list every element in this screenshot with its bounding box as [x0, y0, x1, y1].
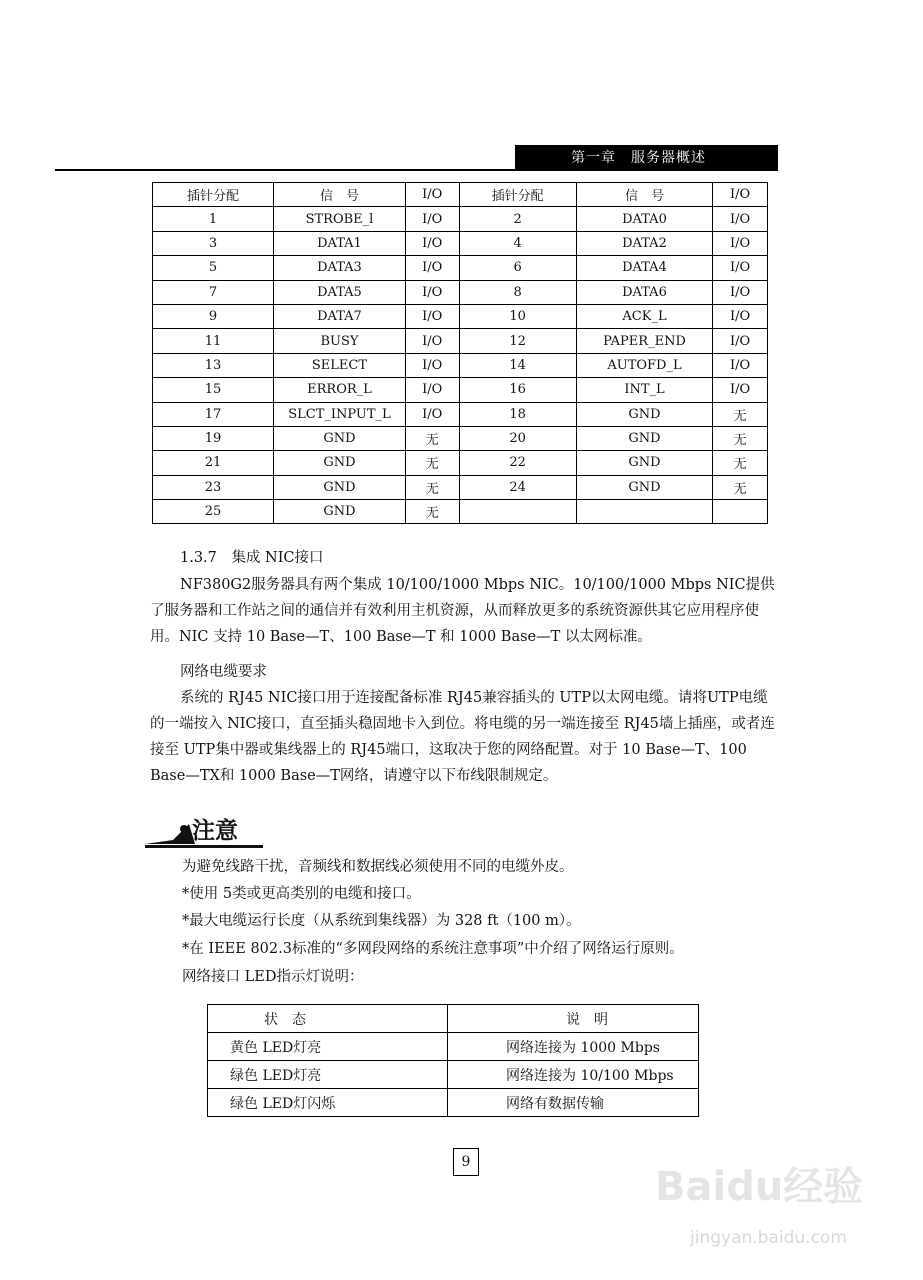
table-cell: STROBE_l [274, 207, 406, 231]
table-cell: GND [576, 451, 713, 475]
table-cell: 黄色 LED灯亮 [208, 1033, 448, 1061]
table-cell: I/O [713, 378, 768, 402]
table-cell: SELECT [274, 353, 406, 377]
table-row [153, 451, 768, 475]
table-cell: ERROR_L [274, 378, 406, 402]
table-cell: 12 [459, 329, 576, 353]
table-cell: 20 [459, 426, 576, 450]
table-cell: GND [576, 475, 713, 499]
table-cell: 网络连接为 1000 Mbps [448, 1033, 699, 1061]
table-cell: 7 [153, 280, 274, 304]
table-row [153, 256, 768, 280]
table-cell: 25 [153, 500, 274, 524]
table-cell: 无 [405, 475, 459, 499]
table-cell: DATA0 [576, 207, 713, 231]
table-cell: BUSY [274, 329, 406, 353]
table-cell: 17 [153, 402, 274, 426]
table-cell: 23 [153, 475, 274, 499]
table-cell: GND [274, 500, 406, 524]
table-cell: 无 [713, 426, 768, 450]
table-cell: I/O [713, 304, 768, 328]
table-cell: I/O [713, 207, 768, 231]
table-row [208, 1061, 699, 1089]
table-cell: 19 [153, 426, 274, 450]
table-cell: 21 [153, 451, 274, 475]
table-row [153, 231, 768, 255]
table-cell: 9 [153, 304, 274, 328]
note-title: 注意 [192, 818, 238, 844]
table-cell: 24 [459, 475, 576, 499]
table-cell: DATA1 [274, 231, 406, 255]
table-cell: I/O [405, 280, 459, 304]
table-cell: I/O [405, 304, 459, 328]
table-cell [459, 500, 576, 524]
column-header: 说 明 [448, 1005, 699, 1033]
note-line: *使用 5类或更高类别的电缆和接口。 [182, 886, 421, 902]
column-header: I/O [713, 183, 768, 207]
table-cell: 2 [459, 207, 576, 231]
table-row [208, 1033, 699, 1061]
table-cell: I/O [405, 402, 459, 426]
table-cell [576, 500, 713, 524]
table-cell: 网络有数据传输 [448, 1089, 699, 1117]
table-cell: GND [274, 451, 406, 475]
table-cell: 无 [405, 500, 459, 524]
table-row [153, 207, 768, 231]
note-line: 为避免线路干扰，音频线和数据线必须使用不同的电缆外皮。 [182, 859, 574, 875]
paragraph-cable: 系统的 RJ45 NIC接口用于连接配备标准 RJ45兼容插头的 UTP以太网电缆。请将UTP电缆的一端按入 NIC接口，直至插头稳固地卡入到位。将电缆的另一端连接至 RJ45墙上插座，或者连接至 UTP集中器或集线器上的 RJ45端口，这取决于您的网络配置。对于 10 Base—T、100 Base—TX和 1000 Base—T网络，请遵守以下布线限制规定。 [150, 690, 775, 784]
table-row [153, 378, 768, 402]
column-header: 状 态 [208, 1005, 448, 1033]
note-line: *在 IEEE 802.3标准的“多网段网络的系统注意事项”中介绍了网络运行原则。 [182, 941, 684, 957]
table-cell: ACK_L [576, 304, 713, 328]
table-cell: I/O [405, 378, 459, 402]
table-cell: DATA2 [576, 231, 713, 255]
subheading-cable-requirements: 网络电缆要求 [180, 664, 267, 680]
table-cell: GND [274, 426, 406, 450]
table-cell: 绿色 LED灯亮 [208, 1061, 448, 1089]
table-cell: I/O [405, 353, 459, 377]
watermark-url: jingyan.baidu.com [690, 1228, 847, 1248]
table-row [153, 475, 768, 499]
table-cell: 13 [153, 353, 274, 377]
column-header: 信 号 [576, 183, 713, 207]
table-cell: I/O [713, 353, 768, 377]
table-cell: 14 [459, 353, 576, 377]
note-line: *最大电缆运行长度（从系统到集线器）为 328 ft（100 m）。 [182, 913, 581, 929]
table-cell: 无 [405, 451, 459, 475]
table-cell: I/O [405, 329, 459, 353]
table-cell: 网络连接为 10/100 Mbps [448, 1061, 699, 1089]
page-number: 9 [453, 1148, 479, 1176]
table-cell: 无 [713, 475, 768, 499]
table-cell: 无 [713, 402, 768, 426]
table-cell: I/O [405, 231, 459, 255]
column-header: 信 号 [274, 183, 406, 207]
table-cell: 无 [405, 426, 459, 450]
table-cell: 16 [459, 378, 576, 402]
table-cell: AUTOFD_L [576, 353, 713, 377]
column-header: 插针分配 [459, 183, 576, 207]
table-cell: DATA3 [274, 256, 406, 280]
led-indicator-table [207, 1004, 699, 1117]
table-row [153, 402, 768, 426]
paragraph-nic-intro: NF380G2服务器具有两个集成 10/100/1000 Mbps NIC。10/100/1000 Mbps NIC提供了服务器和工作站之间的通信并有效利用主机资源，从而释放更多的系统资源供其它应用程序使用。NIC 支持 10 Base—T、100 Base—T 和 1000 Base—T 以太网标准。 [150, 577, 775, 645]
table-cell: 22 [459, 451, 576, 475]
table-row [153, 500, 768, 524]
table-row [153, 353, 768, 377]
table-cell: 6 [459, 256, 576, 280]
table-cell: INT_L [576, 378, 713, 402]
table-cell: 5 [153, 256, 274, 280]
column-header: 插针分配 [153, 183, 274, 207]
table-row [153, 304, 768, 328]
table-cell: I/O [713, 231, 768, 255]
table-cell [713, 500, 768, 524]
table-cell: GND [576, 426, 713, 450]
table-cell: 无 [713, 451, 768, 475]
table-cell: I/O [405, 207, 459, 231]
table-cell: DATA5 [274, 280, 406, 304]
table-cell: 1 [153, 207, 274, 231]
table-row [153, 280, 768, 304]
table-cell: 18 [459, 402, 576, 426]
pin-assignment-table [152, 182, 768, 524]
note-line: 网络接口 LED指示灯说明： [182, 969, 364, 985]
table-cell: GND [576, 402, 713, 426]
table-cell: SLCT_INPUT_L [274, 402, 406, 426]
table-row [153, 426, 768, 450]
table-cell: 10 [459, 304, 576, 328]
table-cell: 4 [459, 231, 576, 255]
table-cell: 8 [459, 280, 576, 304]
table-cell: 绿色 LED灯闪烁 [208, 1089, 448, 1117]
table-cell: PAPER_END [576, 329, 713, 353]
table-cell: DATA4 [576, 256, 713, 280]
table-row [153, 329, 768, 353]
table-cell: 3 [153, 231, 274, 255]
watermark-logo: Baidu经验 [655, 1164, 864, 1210]
table-cell: I/O [713, 256, 768, 280]
table-cell: GND [274, 475, 406, 499]
column-header: I/O [405, 183, 459, 207]
table-cell: 15 [153, 378, 274, 402]
table-row [208, 1089, 699, 1117]
table-cell: I/O [405, 256, 459, 280]
table-cell: 11 [153, 329, 274, 353]
chapter-header: 第一章 服务器概述 [515, 145, 778, 171]
table-cell: DATA7 [274, 304, 406, 328]
table-cell: DATA6 [576, 280, 713, 304]
table-header-row [153, 183, 768, 207]
table-header-row [208, 1005, 699, 1033]
table-cell: I/O [713, 280, 768, 304]
section-title: 1.3.7 集成 NIC接口 [180, 550, 324, 566]
table-cell: I/O [713, 329, 768, 353]
